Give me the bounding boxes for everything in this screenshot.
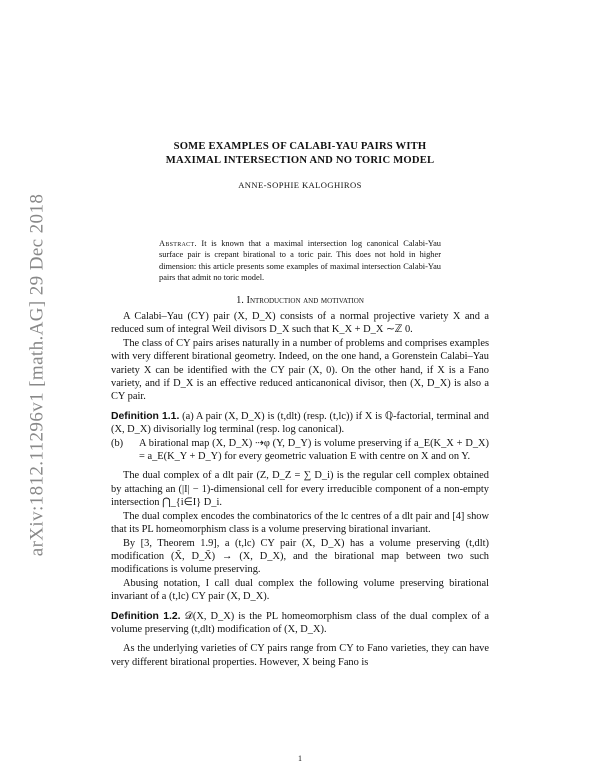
definition-1-1-part-b-text: A birational map (X, D_X) ⇢φ (Y, D_Y) is volume preserving if a_E(K_X + D_X) = a_E(K_Y + D_Y) for every geometric valuation E with centre on X and on Y. [139, 437, 489, 463]
paper-title [111, 140, 489, 168]
definition-1-1-part-a: (a) A pair (X, D_X) is (t,dlt) (resp. (t,lc)) if X is ℚ-factorial, terminal and (X, D_X) divisorially log terminal (resp. log canonical). [111, 410, 489, 436]
arxiv-identifier-stamp [22, 170, 52, 580]
abstract [159, 238, 441, 283]
abstract-text: It is known that a maximal intersection log canonical Calabi-Yau surface pair is crepant birational to a toric pair. This does not hold in higher dimension: this article presents some examples of maximal intersection Calabi-Yau pairs that admit no toric model. [159, 239, 441, 282]
arxiv-identifier-text: arXiv:1812.11296v1 [math.AG] 29 Dec 2018 [26, 193, 48, 557]
title-line-1: SOME EXAMPLES OF CALABI-YAU PAIRS WITH [173, 141, 427, 152]
definition-1-1-part-b [111, 437, 489, 464]
definition-1-2-text: 𝒟(X, D_X) is the PL homeomorphism class of the dual complex of a volume preserving (t,dlt) modification of (X, D_X). [111, 610, 489, 635]
paragraph-3: The dual complex of a dlt pair (Z, D_Z = ∑ D_i) is the regular cell complex obtained by attaching an (|I| − 1)-dimensional cell for every irreducible component of a non-empty intersection ⋂_{i∈I} D_i. [111, 470, 489, 509]
definition-1-2-label: Definition 1.2. [111, 610, 181, 622]
abstract-label: Abstract. [159, 239, 197, 248]
paragraph-7: As the underlying varieties of CY pairs range from CY to Fano varieties, they can have very different birational properties. However, X being Fano is [111, 643, 489, 668]
main-text [111, 310, 489, 669]
definition-1-2 [111, 610, 489, 637]
title-line-2: MAXIMAL INTERSECTION AND NO TORIC MODEL [165, 155, 435, 166]
paragraph-6: Abusing notation, I call dual complex the following volume preserving birational invariant of a (t,lc) CY pair (X, D_X). [111, 577, 489, 603]
page-number: 1 [298, 754, 302, 763]
paragraph-2: The class of CY pairs arises naturally in a number of problems and comprises examples with very different birational geometry. Indeed, on the one hand, a Gorenstein Calabi–Yau variety X can be identified with the CY pair (X, 0). On the other hand, if X is a Fano variety, and if D_X is an effective reduced anticanonical divisor, then (X, D_X) is also a CY pair. [111, 337, 489, 403]
definition-1-1 [111, 410, 489, 437]
definition-1-1-label: Definition 1.1. [111, 410, 180, 422]
author-name: ANNE-SOPHIE KALOGHIROS [238, 180, 362, 190]
paragraph-4: The dual complex encodes the combinatorics of the lc centres of a dlt pair and [4] show that its PL homeomorphism class is a volume preserving birational invariant. [111, 510, 489, 536]
definition-1-1-part-b-tag: (b) [111, 437, 124, 449]
paragraph-1: A Calabi–Yau (CY) pair (X, D_X) consists of a normal projective variety X and a reduced sum of integral Weil divisors D_X such that K_X + D_X ∼ℤ 0. [111, 311, 489, 336]
paragraph-5: By [3, Theorem 1.9], a (t,lc) CY pair (X, D_X) has a volume preserving (t,dlt) modification (X̃, D_X̃) → (X, D_X), and the birational map between two such modifications is volume preserving. [111, 537, 489, 576]
section-heading: 1. Introduction and motivation [236, 295, 364, 306]
